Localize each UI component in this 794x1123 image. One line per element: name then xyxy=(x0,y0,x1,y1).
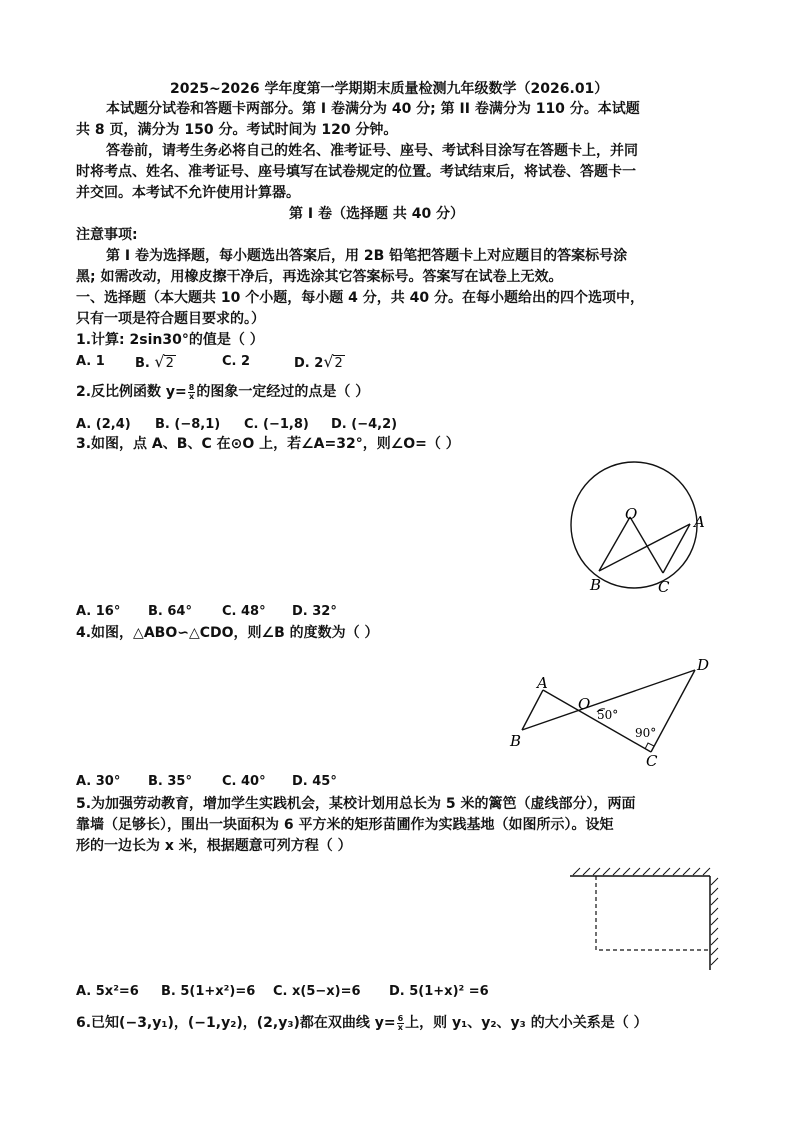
q3-circle-figure xyxy=(565,455,715,600)
q5-fence-dashed xyxy=(596,876,710,950)
q3-option-b: B. 64° xyxy=(148,604,192,619)
q2-stem: 2.反比例函数 y= $\frac{8}{x}$ 的图象一定经过的点是（ ） xyxy=(76,382,370,401)
q3-stem: 3.如图，点 A、B、C 在⊙O 上，若∠A=32°，则∠O=（ ） xyxy=(76,436,460,452)
q4-label-d: D xyxy=(697,656,710,674)
q5-option-d: D. 5(1+x)² =6 xyxy=(389,984,489,999)
q6-stem: 6.已知(−3,y₁)，(−1,y₂)，(2,y₃)都在双曲线 y= $\frac{6}{x}$ 上，则 y₁、y₂、y₃ 的大小关系是（ ） xyxy=(76,1013,648,1032)
q1-option-b-radicand: 2 xyxy=(165,356,174,371)
q5-line-3: 形的一边长为 x 米，根据题意可列方程（ ） xyxy=(76,838,352,854)
q4-stem: 4.如图，△ABO∽△CDO，则∠B 的度数为（ ） xyxy=(76,625,379,641)
q1-option-a: A. 1 xyxy=(76,354,105,369)
q4-label-a: A xyxy=(537,674,548,692)
q3-label-c: C xyxy=(658,578,670,596)
section1-line-2: 只有一项是符合题目要求的。） xyxy=(76,311,265,327)
q6-fraction: $\frac{6}{x}$ xyxy=(397,1013,404,1032)
q3-option-c: C. 48° xyxy=(222,604,266,619)
intro-line-3: 答卷前，请考生务必将自己的姓名、准考证号、座号、考试科目涂写在答题卡上，并同 xyxy=(106,143,638,159)
q1-option-d: D. 2√2 xyxy=(294,352,343,371)
q1-option-d-radicand: 2 xyxy=(334,356,343,371)
section1-line-1: 一、选择题（本大题共 10 个小题，每小题 4 分，共 40 分。在每小题给出的四个选项中， xyxy=(76,290,644,306)
intro-line-4: 时将考点、姓名、准考证号、座号填写在试卷规定的位置。考试结束后，将试卷、答题卡一 xyxy=(76,164,636,180)
notice-line-2: 黑; 如需改动，用橡皮擦干净后，再选涂其它答案标号。答案写在试卷上无效。 xyxy=(76,269,563,285)
q2-option-c: C. (−1,8) xyxy=(244,417,309,432)
q1-option-b: B. √2 xyxy=(135,352,174,371)
q3-option-a: A. 16° xyxy=(76,604,121,619)
notice-label: 注意事项: xyxy=(76,227,138,243)
q4-option-c: C. 40° xyxy=(222,774,266,789)
intro-line-1: 本试题分试卷和答题卡两部分。第 I 卷满分为 40 分; 第 II 卷满分为 110 分。本试题 xyxy=(106,101,640,117)
q3-label-a: A xyxy=(694,513,705,531)
q5-fence-figure xyxy=(565,865,725,975)
q4-triangles-figure xyxy=(505,652,715,772)
q3-label-o: O xyxy=(625,505,638,523)
notice-line-1: 第 I 卷为选择题，每小题选出答案后，用 2B 铅笔把答题卡上对应题目的答案标号涂 xyxy=(106,248,628,264)
q2-option-d: D. (−4,2) xyxy=(331,417,398,432)
q3-option-d: D. 32° xyxy=(292,604,337,619)
q5-option-b: B. 5(1+x²)=6 xyxy=(161,984,256,999)
q5-option-c: C. x(5−x)=6 xyxy=(273,984,361,999)
q4-angle-50: 50° xyxy=(597,708,619,722)
q4-label-c: C xyxy=(646,752,658,770)
q3-label-b: B xyxy=(590,576,602,594)
q4-angle-90: 90° xyxy=(635,726,657,740)
intro-line-5: 并交回。本考试不允许使用计算器。 xyxy=(76,185,300,201)
q2-fraction: $\frac{8}{x}$ xyxy=(188,382,195,401)
q2-option-a: A. (2,4) xyxy=(76,417,131,432)
q1-option-c: C. 2 xyxy=(222,354,251,369)
exam-title: 2025~2026 学年度第一学期期末质量检测九年级数学（2026.01） xyxy=(170,81,609,97)
q4-label-b: B xyxy=(510,732,522,750)
part1-title: 第 Ⅰ 卷（选择题 共 40 分） xyxy=(289,206,465,222)
q5-option-a: A. 5x²=6 xyxy=(76,984,139,999)
q4-option-b: B. 35° xyxy=(148,774,192,789)
q4-option-a: A. 30° xyxy=(76,774,121,789)
q2-option-b: B. (−8,1) xyxy=(155,417,221,432)
q5-line-1: 5.为加强劳动教育，增加学生实践机会，某校计划用总长为 5 米的篱笆（虚线部分），两面 xyxy=(76,796,636,812)
q4-option-d: D. 45° xyxy=(292,774,337,789)
q1-stem: 1.计算: 2sin30°的值是（ ） xyxy=(76,332,264,348)
q4-label-o: O xyxy=(578,695,591,713)
intro-line-2: 共 8 页，满分为 150 分。考试时间为 120 分钟。 xyxy=(76,122,398,138)
q5-line-2: 靠墙（足够长），围出一块面积为 6 平方米的矩形苗圃作为实践基地（如图所示）。设矩 xyxy=(76,817,614,833)
